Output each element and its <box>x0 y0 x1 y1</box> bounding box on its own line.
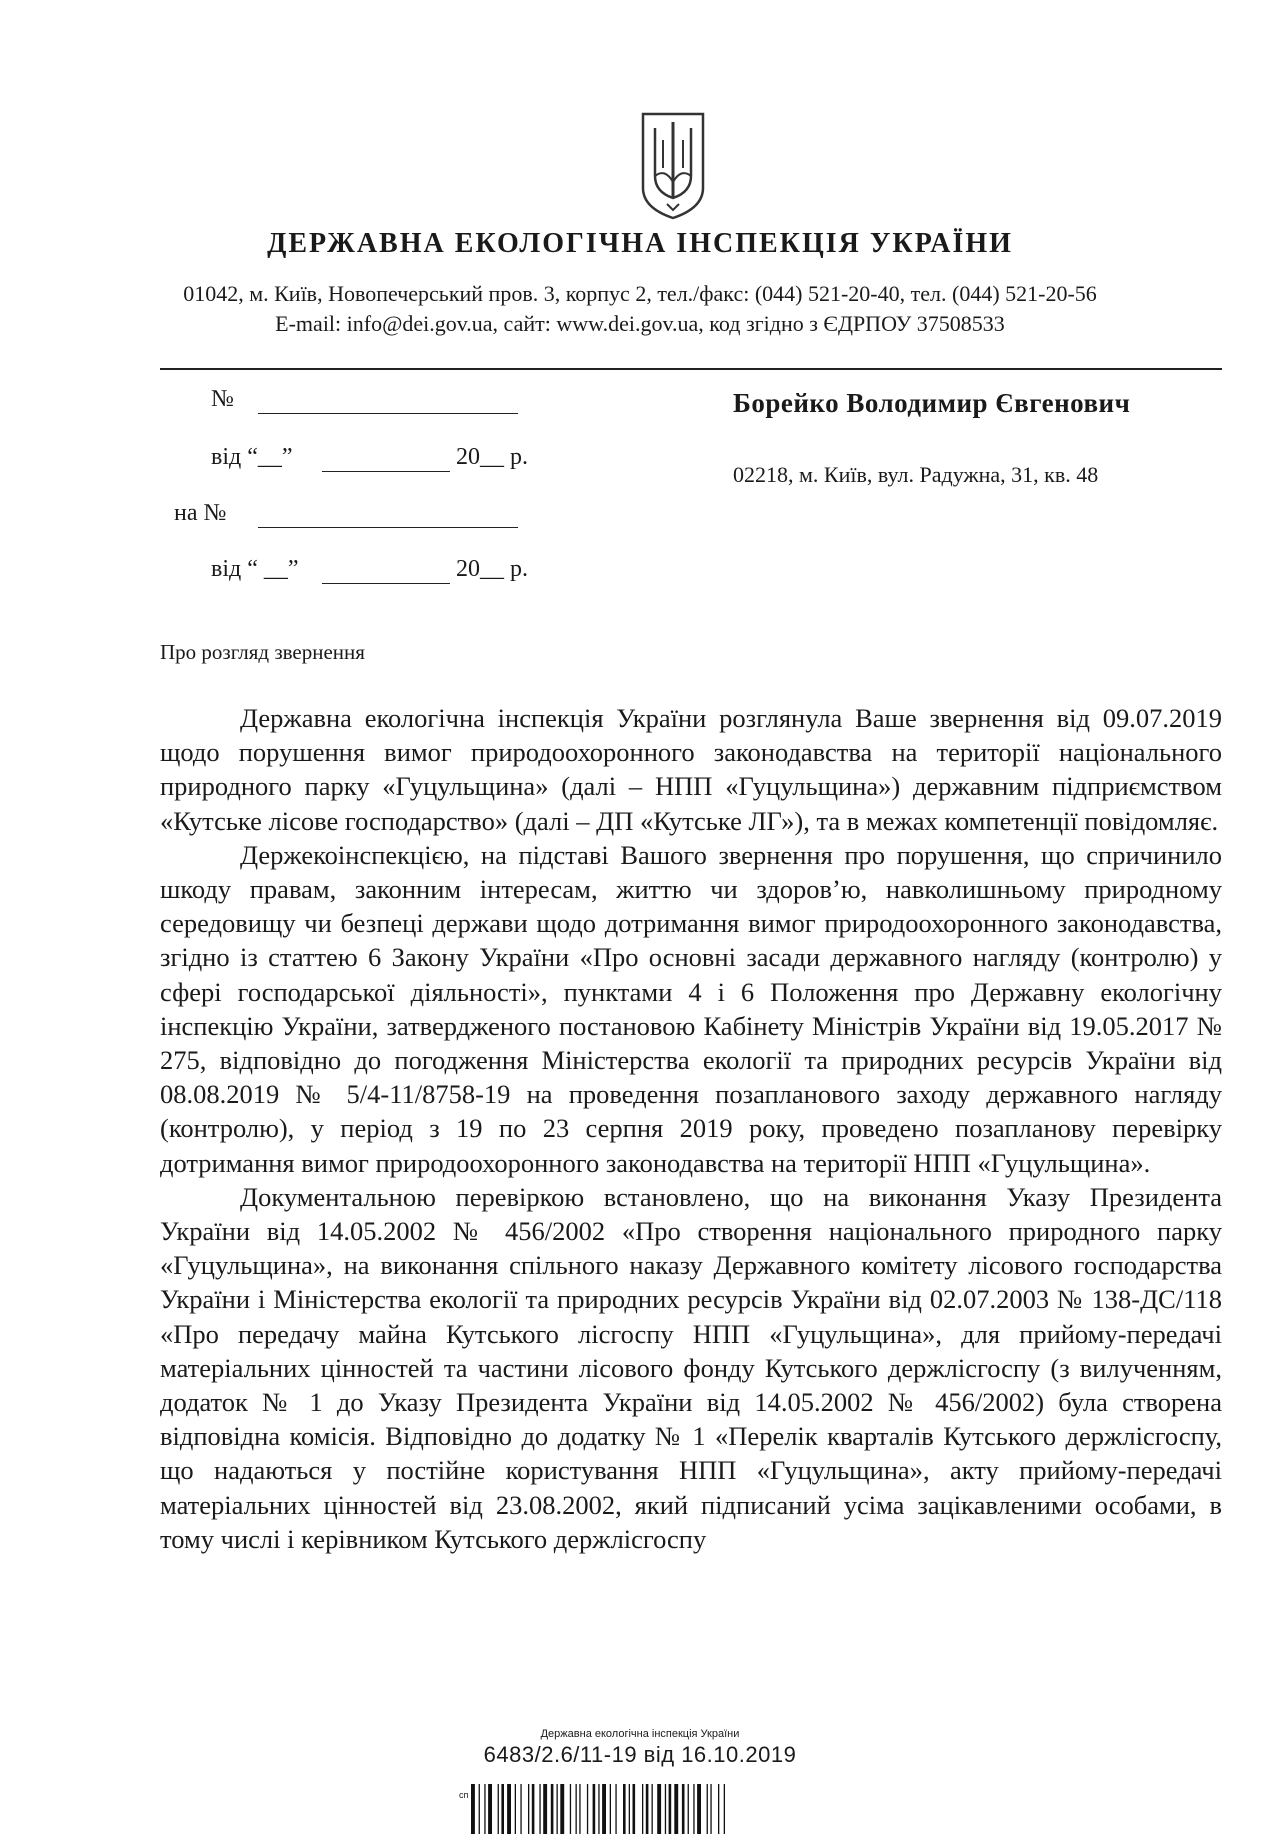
body-paragraph: Держекоінспекцією, на підставі Вашого звернення про порушення, що спричинило шкоду правам, законним інтересам, життю чи здоров’ю, навколишньому природному середовищу чи безпеці держави щодо дотримання вимог природоохоронного законодавства, згідно із статтею 6 Закону України «Про основні засади державного нагляду (контролю) у сфері господарської діяльності», пунктами 4 і 6 Положення про Державну екологічну інспекцію України, затвердженого постановою Кабінету Міністрів України від 19.05.2017 № 275, відповідно до погодження Міністерства екології та природних ресурсів України від 08.08.2019 № 5/4-11/8758-19 на проведення позапланового заходу державного нагляду (контролю), у період з 19 по 23 серпня 2019 року, проведено позапланову перевірку дотримання вимог природоохоронного законодавства на території НПП «Гуцульщина». <box>160 839 1222 1178</box>
body-paragraph: Документальною перевіркою встановлено, що на виконання Указу Президента України від 14.05.2002 № 456/2002 «Про створення національного природного парку «Гуцульщина», на виконання спільного наказу Державного комітету лісового господарства України і Міністерства екології та природних ресурсів України від 02.07.2003 № 138-ДС/118 «Про передачу майна Кутського лісгоспу НПП «Гуцульщина», для прийому-передачі матеріальних цінностей та частини лісового фонду Кутського держлісгоспу (з вилученням, додаток № 1 до Указу Президента України від 14.05.2002 № 456/2002) була створена відповідна комісія. Відповідно до додатку № 1 «Перелік кварталів Кутського держлісгоспу, що надаються у постійне користування НПП «Гуцульщина», акту прийому-передачі матеріальних цінностей від 23.08.2002, який підписаний усіма зацікавленими особами, в тому числі і керівником Кутського держлісгоспу <box>160 1181 1222 1554</box>
outgoing-number-blank <box>258 413 518 414</box>
barcode-prefix: сп <box>459 1790 469 1800</box>
outgoing-date-blank <box>322 471 450 472</box>
registration-stamp-org: Державна екологічна інспекція України <box>540 1728 740 1740</box>
trident-icon <box>637 110 709 222</box>
reply-number-label: на № <box>174 500 227 526</box>
recipient-name: Борейко Володимир Євгенович <box>733 388 1131 418</box>
outgoing-date-year: 20__ р. <box>456 444 528 470</box>
registration-stamp-number: 6483/2.6/11-19 від 16.10.2019 <box>483 1742 797 1767</box>
outgoing-number-label: № <box>211 386 234 412</box>
organization-address: 01042, м. Київ, Новопечерський пров. 3, корпус 2, тел./факс: (044) 521-20-40, тел. (044) 521-20-56 <box>183 281 1097 306</box>
reply-date-prefix: від “ __” <box>211 556 299 582</box>
outgoing-date-prefix: від “__” <box>211 444 293 470</box>
reply-date-year: 20__ р. <box>456 556 528 582</box>
letter-subject: Про розгляд звернення <box>160 640 365 664</box>
recipient-address: 02218, м. Київ, вул. Радужна, 31, кв. 48 <box>733 462 1099 487</box>
barcode <box>471 1784 815 1834</box>
organization-name: ДЕРЖАВНА ЕКОЛОГІЧНА ІНСПЕКЦІЯ УКРАЇНИ <box>267 228 1013 259</box>
organization-contacts: E-mail: info@dei.gov.ua, сайт: www.dei.gov.ua, код згідно з ЄДРПОУ 37508533 <box>275 311 1005 336</box>
letter-body <box>160 701 1222 1556</box>
reply-number-blank <box>258 527 518 528</box>
reply-date-blank <box>322 583 450 584</box>
letterhead-divider <box>160 368 1222 370</box>
body-paragraph: Державна екологічна інспекція України розглянула Ваше звернення від 09.07.2019 щодо порушення вимог природоохоронного законодавства на території національного природного парку «Гуцульщина» (далі – НПП «Гуцульщина») державним підприємством «Кутське лісове господарство» (далі – ДП «Кутське ЛГ»), та в межах компетенції повідомляє. <box>160 703 1222 836</box>
